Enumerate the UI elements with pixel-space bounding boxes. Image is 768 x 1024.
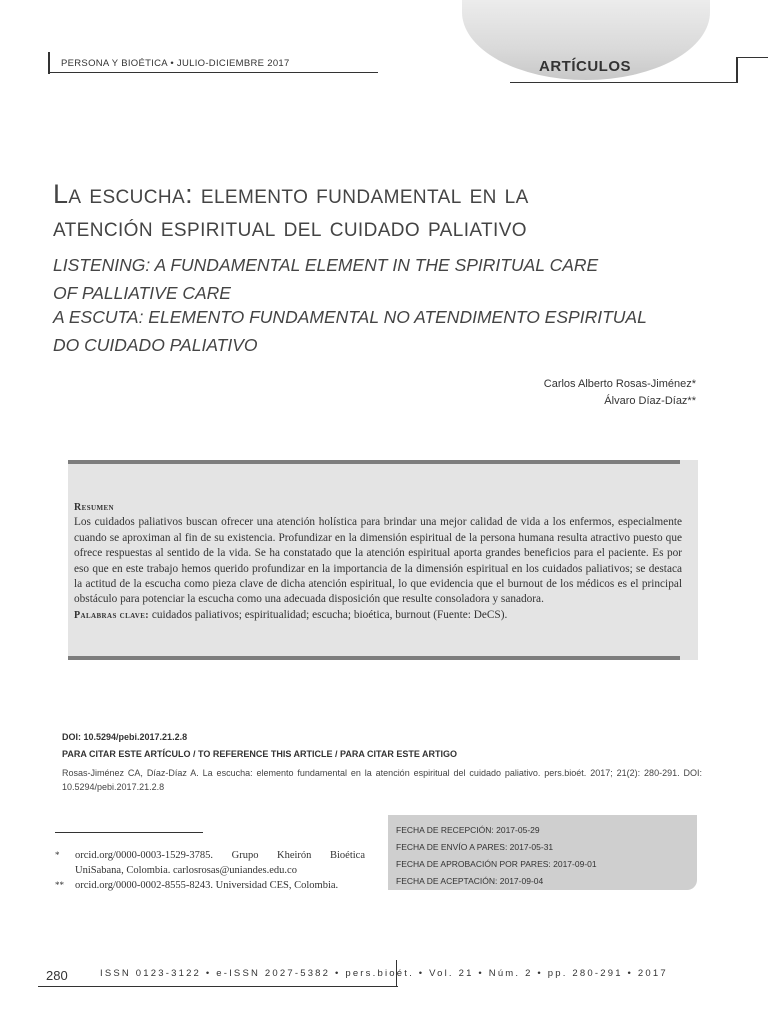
title-english-line2: OF PALLIATIVE CARE bbox=[53, 283, 231, 303]
footnote-text: orcid.org/0000-0002-8555-8243. Universidad CES, Colombia. bbox=[75, 880, 339, 891]
keywords-label: Palabras clave: bbox=[74, 609, 149, 621]
dates-list bbox=[396, 822, 597, 890]
author-name: Álvaro Díaz-Díaz** bbox=[604, 395, 696, 407]
page-number: 280 bbox=[46, 968, 68, 983]
footer-rule bbox=[38, 986, 398, 987]
title-portuguese bbox=[53, 303, 733, 359]
title-english bbox=[53, 251, 733, 307]
footnotes bbox=[55, 848, 365, 893]
abstract-top-rule bbox=[68, 460, 680, 464]
title-english-line1: LISTENING: A FUNDAMENTAL ELEMENT IN THE SPIRITUAL CARE bbox=[53, 255, 599, 275]
footnote-item bbox=[55, 848, 365, 878]
footnote-mark: * bbox=[55, 850, 60, 860]
abstract-text: Los cuidados paliativos buscan ofrecer una atención holística para brindar una mejor calidad de vida a los enfermos, especialmente cuando se aproximan al fin de su existencia. Profundizar en la dimensión espiritual de la persona humana resulta atractivo puesto que ofrece respuestas al sentido de la vida. Se ha constatado que la atención espiritual aporta grandes beneficios para el paciente. Es por eso que en este trabajo hemos querido profundizar en la importancia de la dimensión espiritual en los cuidados paliativos; se destaca la actitud de la escucha como pieza clave de dicha atención espiritual, lo que evidencia que el burnout de los médicos es el principal obstáculo para potenciar la escucha como una adecuada disposición que resulte consoladora y sanadora. bbox=[74, 516, 682, 606]
header-left-tick bbox=[48, 52, 50, 74]
title-spanish bbox=[53, 178, 733, 244]
author-name: Carlos Alberto Rosas-Jiménez* bbox=[543, 378, 696, 390]
footnote-mark: ** bbox=[55, 880, 64, 890]
header-right-rule bbox=[510, 82, 738, 83]
citation-text: Rosas-Jiménez CA, Díaz-Díaz A. La escucha: elemento fundamental en la atención espiritual del cuidado paliativo. pers.bioét. 2017; 21(2): 280-291. DOI: 10.5294/pebi.2017.21.2.8 bbox=[62, 768, 702, 792]
footnote-item bbox=[55, 878, 365, 893]
title-portuguese-line1: A ESCUTA: ELEMENTO FUNDAMENTAL NO ATENDIMENTO ESPIRITUAL bbox=[53, 307, 647, 327]
journal-running-head: PERSONA Y BIOÉTICA • JULIO-DICIEMBRE 2017 bbox=[61, 58, 290, 69]
title-spanish-line2: atención espiritual del cuidado paliativo bbox=[53, 212, 527, 242]
keywords-text: cuidados paliativos; espiritualidad; escucha; bioética, burnout (Fuente: DeCS). bbox=[151, 608, 508, 621]
doi: DOI: 10.5294/pebi.2017.21.2.8 bbox=[62, 732, 188, 742]
section-label: ARTÍCULOS bbox=[539, 58, 631, 75]
title-spanish-line1: La escucha: elemento fundamental en la bbox=[53, 179, 529, 209]
date-accepted: FECHA DE ACEPTACIÓN: 2017-09-04 bbox=[396, 876, 544, 886]
header-left-rule bbox=[48, 72, 378, 73]
abstract-label: Resumen bbox=[74, 502, 114, 513]
keywords-line bbox=[74, 608, 682, 623]
footer-issn: ISSN 0123-3122 • e-ISSN 2027-5382 • pers.bioét. • Vol. 21 • Núm. 2 • pp. 280-291 • 2017 bbox=[100, 968, 668, 979]
citation-heading: PARA CITAR ESTE ARTÍCULO / TO REFERENCE THIS ARTICLE / PARA CITAR ESTE ARTIGO bbox=[62, 749, 458, 759]
author-list bbox=[544, 376, 696, 410]
footnote-rule bbox=[55, 832, 203, 833]
header-right-stub bbox=[736, 57, 768, 58]
abstract-bottom-rule bbox=[68, 656, 680, 660]
title-portuguese-line2: DO CUIDADO PALIATIVO bbox=[53, 335, 258, 355]
abstract-content bbox=[74, 500, 682, 623]
date-received: FECHA DE RECEPCIÓN: 2017-05-29 bbox=[396, 825, 540, 835]
date-peer-approved: FECHA DE APROBACIÓN POR PARES: 2017-09-01 bbox=[396, 859, 597, 869]
date-sent-to-peers: FECHA DE ENVÍO A PARES: 2017-05-31 bbox=[396, 842, 554, 852]
header-right-tick bbox=[736, 58, 738, 83]
footnote-text: orcid.org/0000-0003-1529-3785. Grupo Kheirón Bioética UniSabana, Colombia. carlosrosas@uniandes.edu.co bbox=[75, 850, 365, 876]
